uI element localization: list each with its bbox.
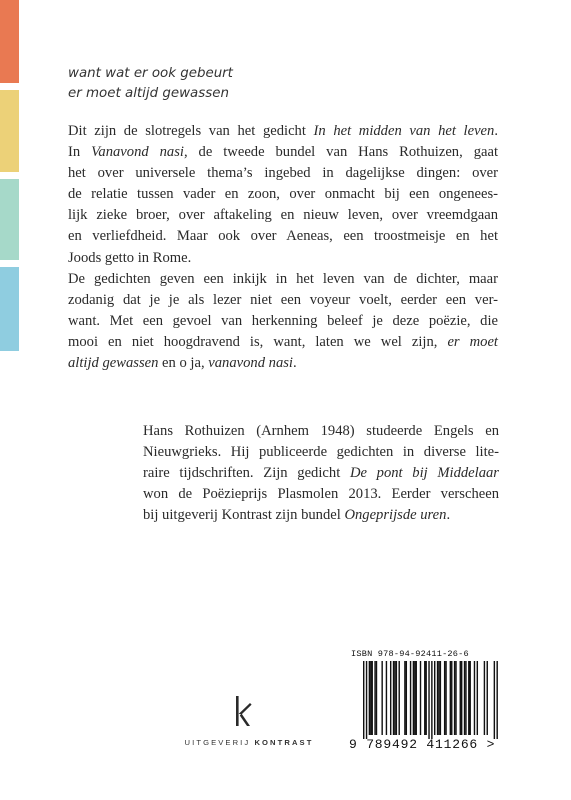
barcode-bar — [372, 661, 373, 735]
barcode-bar — [464, 661, 465, 735]
barcode-bar — [487, 661, 488, 735]
barcode-bar — [455, 661, 456, 735]
text-line — [68, 248, 498, 269]
text-run: het over universele thema’s ingebed in dagelijkse dingen: over — [68, 165, 498, 182]
text-line — [68, 163, 498, 184]
barcode-bar — [440, 661, 441, 735]
italic-title: vanavond nasi — [208, 355, 293, 372]
text-line — [143, 484, 499, 505]
barcode-bar — [434, 661, 435, 735]
italic-title: altijd gewassen — [68, 355, 159, 372]
italic-title: De pont bij Middelaar — [349, 465, 499, 482]
text-run: , de tweede bundel van Hans Rothuizen, gaat — [183, 144, 498, 161]
text-run: raire tijdschriften. Zijn gedicht — [143, 465, 350, 482]
text-run: mooi en niet hoogdravend is, want, laten we wel zijn, — [68, 333, 448, 350]
text-line — [68, 205, 498, 226]
text-run: Nieuwgrieks. Hij publiceerde gedichten in diverse lite- — [143, 444, 499, 461]
barcode-bars — [349, 661, 509, 739]
text-line — [68, 332, 498, 353]
barcode-bar — [437, 661, 438, 735]
text-run: want. Met een gevoel van herkenning beleef je deze poëzie, die — [68, 312, 498, 329]
text-run: In — [68, 144, 92, 161]
barcode-bar — [465, 661, 466, 735]
barcode-bar — [474, 661, 475, 735]
barcode-bar — [484, 661, 485, 735]
barcode-bar — [428, 661, 429, 739]
publisher-name-bold: KONTRAST — [254, 738, 314, 747]
text-line — [68, 269, 498, 290]
text-run: Dit zijn de slotregels van het gedicht — [68, 123, 314, 139]
barcode-bar — [369, 661, 370, 735]
text-run: en o ja, — [158, 355, 209, 372]
barcode-bar — [386, 661, 387, 735]
italic-title: Ongeprijsde uren — [344, 507, 447, 524]
italic-title: Vanavond nasi — [91, 144, 184, 161]
barcode-bar — [468, 661, 469, 735]
description-text — [68, 121, 498, 374]
italic-title: er moet — [447, 333, 498, 350]
barcode-bar — [381, 661, 382, 735]
barcode-bar — [431, 661, 432, 739]
text-run: De gedichten geven een inkijk in het leven van de dichter, maar — [68, 270, 498, 287]
barcode-digits: 9 789492 411266 > — [349, 737, 496, 752]
barcode-bar — [376, 661, 377, 735]
text-line — [143, 463, 499, 484]
barcode-bar — [494, 661, 495, 739]
barcode-bar — [406, 661, 407, 735]
text-line — [68, 311, 498, 332]
stripe-mint — [0, 179, 19, 260]
text-line — [68, 353, 498, 374]
text-line — [143, 442, 499, 463]
barcode-bar — [460, 661, 461, 735]
barcode-bar — [413, 661, 414, 735]
text-line — [68, 142, 498, 163]
barcode-bar — [396, 661, 397, 735]
stripe-orange — [0, 0, 19, 83]
epigraph-line: er moet altijd gewassen — [68, 86, 229, 101]
barcode-bar — [394, 661, 395, 735]
stripe-blue — [0, 267, 19, 351]
barcode-bar — [410, 661, 411, 735]
barcode-bar — [424, 661, 425, 735]
text-run: Joods getto in Rome. — [68, 249, 192, 266]
text-line — [68, 184, 498, 205]
barcode-bar — [399, 661, 400, 735]
barcode-bar — [425, 661, 426, 735]
text-line — [68, 226, 498, 247]
text-run: de relatie tussen vader en zoon, over onmacht bij een ongenees- — [68, 186, 498, 203]
text-run: lijk zieke broer, over aftakeling en nieuw leven, over vreemdgaan — [68, 207, 498, 224]
barcode-bar — [451, 661, 452, 735]
text-run: . — [446, 507, 451, 524]
barcode-bar — [461, 661, 462, 735]
text-line — [68, 290, 498, 311]
publisher-name-regular: UITGEVERIJ — [184, 738, 255, 747]
italic-title: In het midden van het leven — [313, 123, 495, 139]
barcode-bar — [496, 661, 497, 739]
barcode-bar — [404, 661, 405, 735]
barcode-bar — [477, 661, 478, 735]
isbn-barcode — [349, 649, 509, 761]
text-run: zodanig dat je je als lezer niet een voyeur voelt, eerder een ver- — [68, 291, 498, 308]
epigraph — [68, 64, 488, 104]
barcode-bar — [450, 661, 451, 735]
barcode-bar — [374, 661, 375, 735]
barcode-bar — [454, 661, 455, 735]
epigraph-line: want wat er ook gebeurt — [68, 66, 233, 81]
text-line — [68, 121, 498, 142]
text-run: won de Poëzieprijs Plasmolen 2013. Eerder verscheen — [143, 486, 499, 503]
barcode-bar — [445, 661, 446, 735]
barcode-bar — [444, 661, 445, 735]
barcode-bar — [416, 661, 417, 735]
text-run: . — [494, 123, 498, 139]
barcode-bar — [393, 661, 394, 735]
barcode-bar — [370, 661, 371, 735]
barcode-bar — [363, 661, 364, 739]
isbn-label: ISBN 978-94-92411-26-6 — [351, 649, 469, 659]
text-run: en verliefdheid. Maar ook over Aeneas, een troostmeisje en het — [68, 228, 498, 245]
barcode-bar — [366, 661, 367, 739]
barcode-bar — [414, 661, 415, 735]
text-run: . — [292, 355, 297, 372]
text-line — [143, 505, 499, 526]
stripe-yellow — [0, 90, 19, 172]
publisher-name — [184, 738, 314, 747]
barcode-bar — [470, 661, 471, 735]
barcode-bar — [438, 661, 439, 735]
text-line — [143, 421, 499, 442]
barcode-bar — [390, 661, 391, 735]
text-run: bij uitgeverij Kontrast zijn bundel — [143, 507, 345, 524]
text-run: Hans Rothuizen (Arnhem 1948) studeerde Engels en — [143, 423, 499, 439]
kontrast-k-logo-icon — [230, 693, 262, 729]
barcode-bar — [420, 661, 421, 735]
author-bio — [143, 421, 499, 526]
